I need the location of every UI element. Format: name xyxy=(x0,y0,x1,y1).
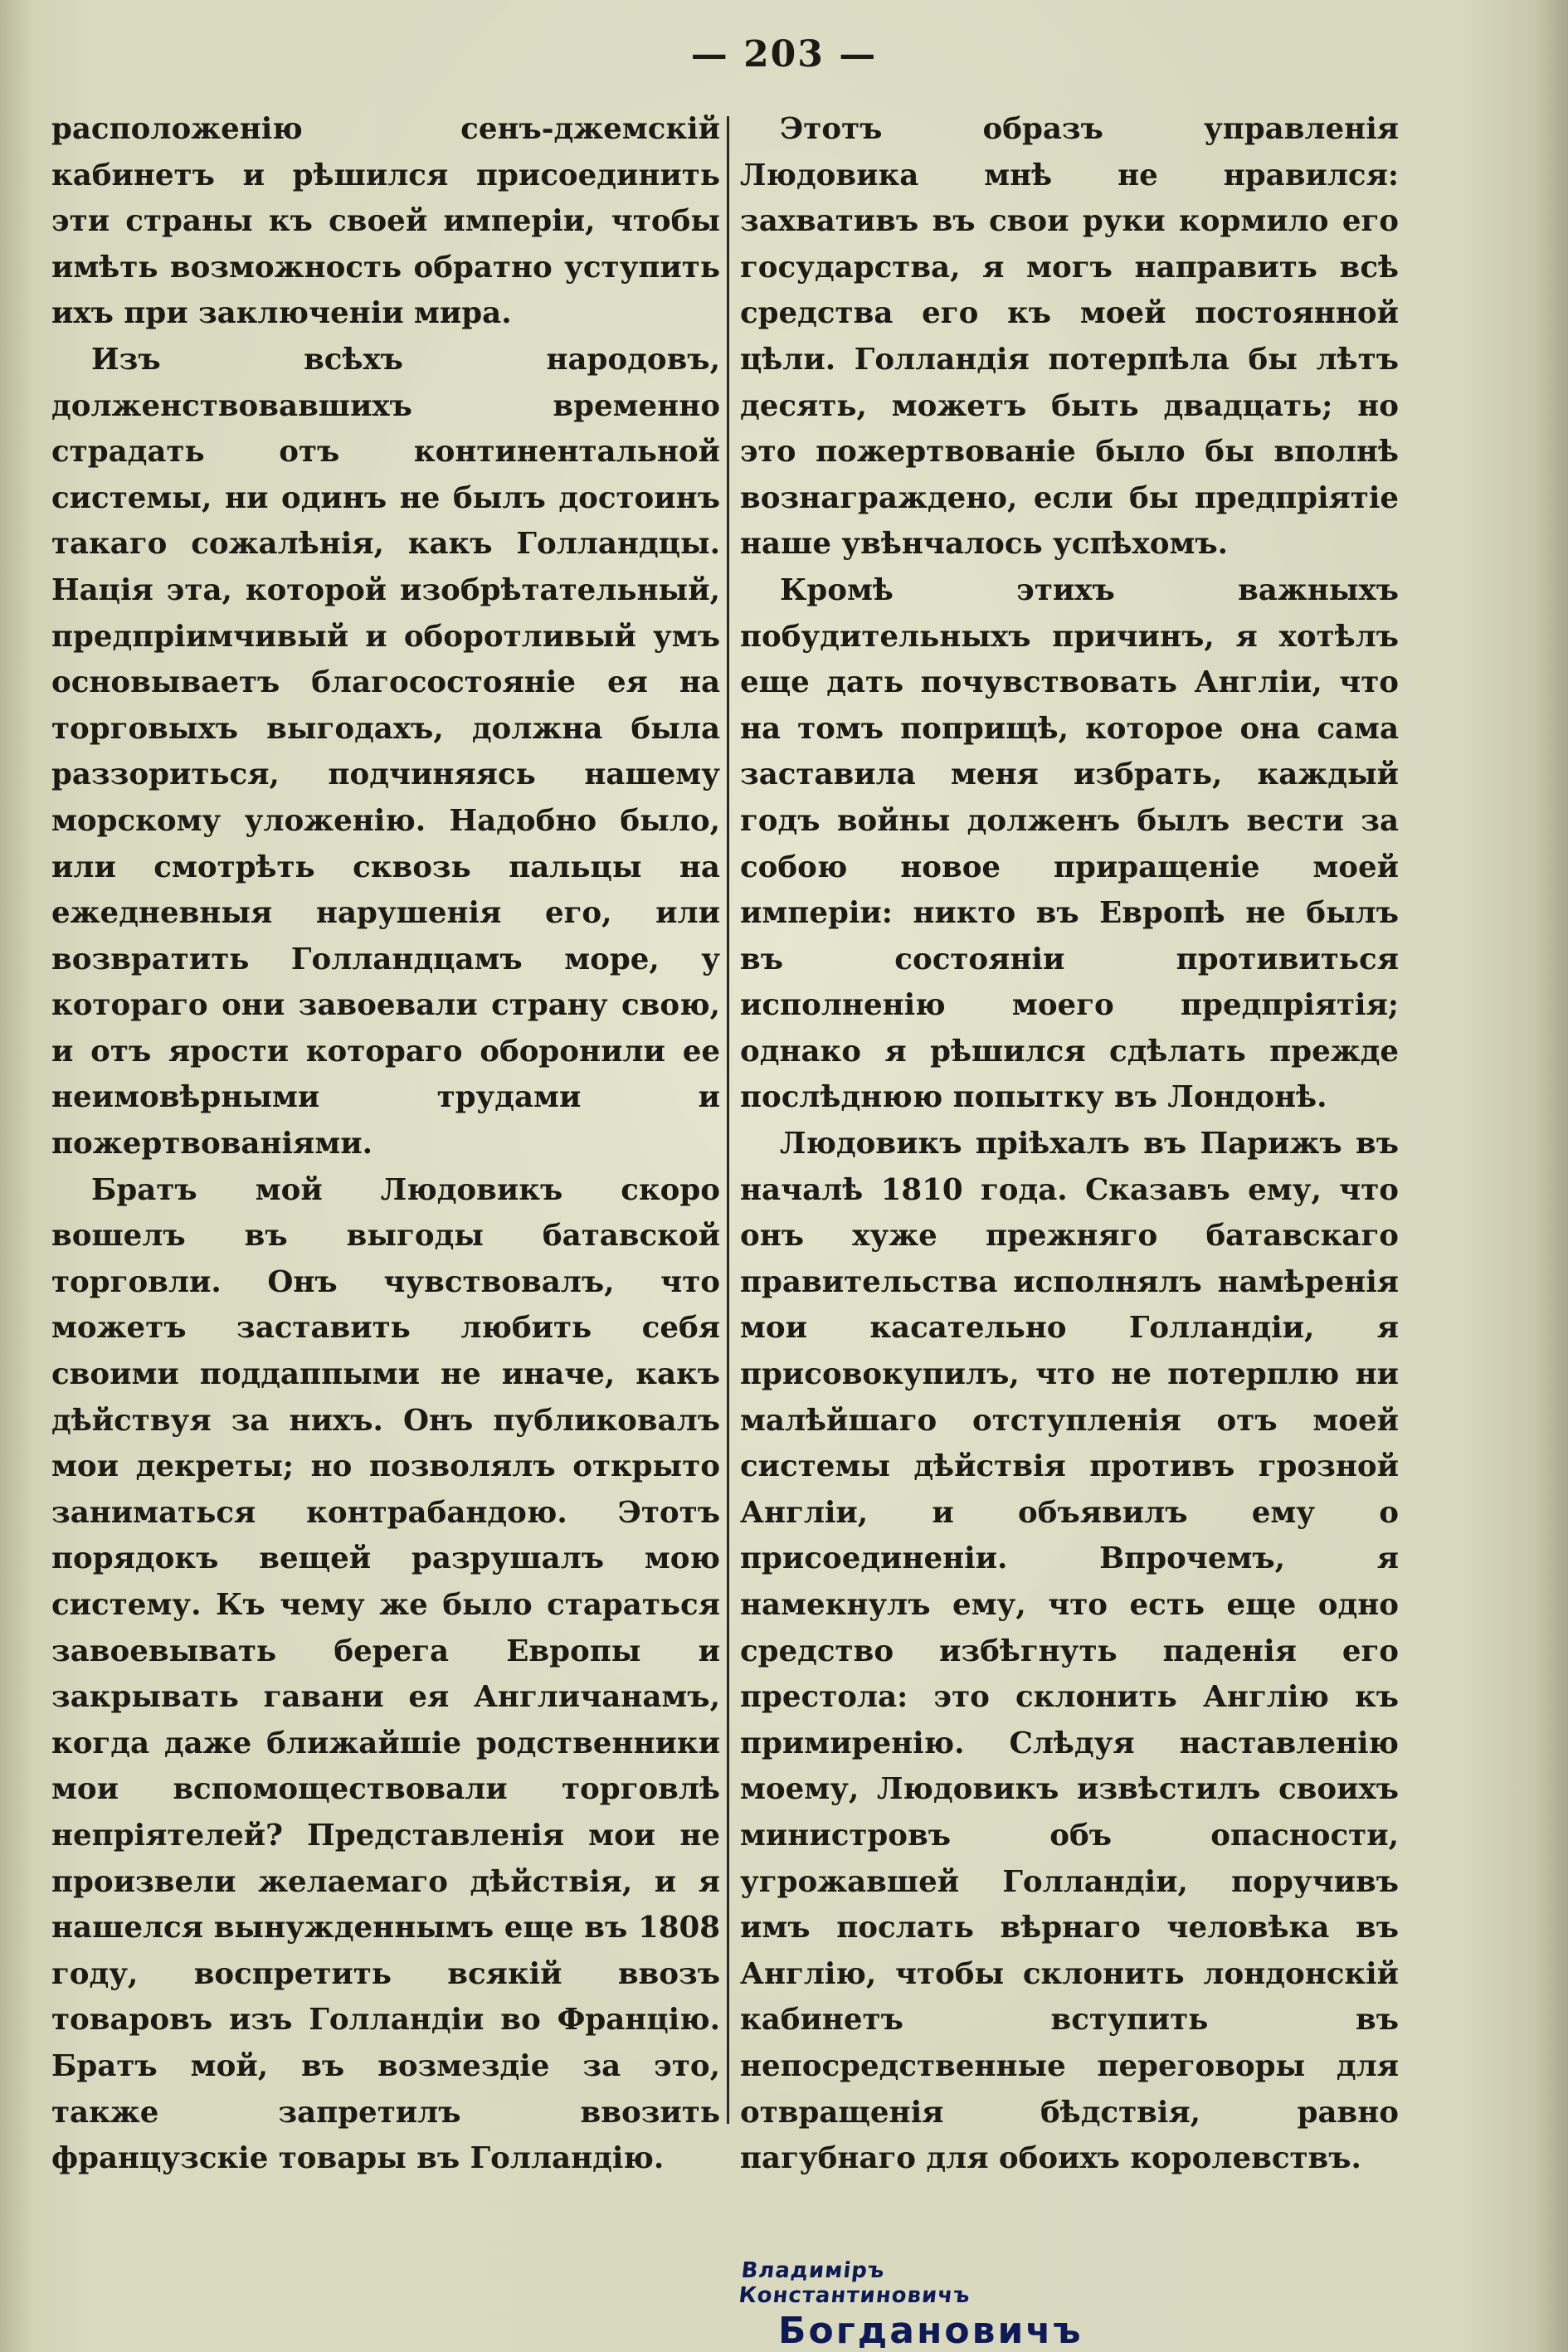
right-column xyxy=(740,106,1399,2182)
right-paragraph-3: Людовикъ пріѣхалъ въ Парижъ въ началѣ 1810 года. Сказавъ ему, что онъ хуже прежняго батавскаго правительства исполнялъ намѣренія мои касательно Голландіи, я присовокупилъ, что не потерплю ни малѣйшаго отступленія отъ моей системы дѣйствія противъ грозной Англіи, и объявилъ ему о присоединеніи. Впрочемъ, я намекнулъ ему, что есть еще одно средство избѣгнуть паденія его престола: это склонить Англію къ примиренію. Слѣдуя наставленію моему, Людовикъ извѣстилъ своихъ министровъ объ опасности, угрожавшей Голландіи, поручивъ имъ послать вѣрнаго человѣка въ Англію, чтобы склонить лондонскій кабинетъ вступить въ непосредственные переговоры для отвращенія бѣдствія, равно пагубнаго для обоихъ королевствъ. xyxy=(740,1127,1399,2176)
right-paragraph-1: Этотъ образъ управленія Людовика мнѣ не нравился: захвативъ въ свои руки кормило его государства, я могъ направить всѣ средства его къ моей постоянной цѣли. Голландія потерпѣла бы лѣтъ десять, можетъ быть двадцать; но это пожертвованіе было бы вполнѣ вознаграждено, если бы предпріятіе наше увѣнчалось успѣхомъ. xyxy=(740,112,1399,562)
stamp-owner-surname: Богдановичъ xyxy=(778,2310,1083,2352)
owner-stamp xyxy=(737,2258,1093,2352)
left-paragraph-2: Изъ всѣхъ народовъ, долженствовавшихъ временно страдать отъ континентальной системы, ни одинъ не былъ достоинъ такаго сожалѣнія, какъ Голландцы. Нація эта, которой изобрѣтательный, предпріимчивый и оборотливый умъ основываетъ благосостояніе ея на торговыхъ выгодахъ, должна была раззориться, подчиняясь нашему морскому уложенію. Надобно было, или смотрѣть сквозь пальцы на ежедневныя нарушенія его, или возвратить Голландцамъ море, у котораго они завоевали страну свою, и отъ ярости котораго оборонили ее неимовѣрными трудами и пожертвованіями. xyxy=(51,342,720,1161)
left-column xyxy=(51,106,720,2182)
right-paragraph-2: Кромѣ этихъ важныхъ побудительныхъ причинъ, я хотѣлъ еще дать почувствовать Англіи, что на томъ поприщѣ, которое она сама заставила меня избрать, каждый годъ войны долженъ былъ вести за собою новое приращеніе моей имперіи: никто въ Европѣ не былъ въ состояніи противиться исполненію моего предпріятія; однако я рѣшился сдѣлать прежде послѣднюю попытку въ Лондонѣ. xyxy=(740,572,1399,1115)
left-paragraph-1: расположенію сенъ-джемскій кабинетъ и рѣшился присоединить эти страны къ своей имперіи, чтобы имѣть возможность обратно уступить ихъ при заключеніи мира. xyxy=(51,112,720,331)
stamp-owner-name: Владиміръ Константиновичъ xyxy=(737,2258,972,2308)
page-number: — 203 — xyxy=(690,33,878,75)
left-paragraph-3: Братъ мой Людовикъ скоро вошелъ въ выгоды батавской торговли. Онъ чувствовалъ, что можетъ заставить любить себя своими поддаппыми не иначе, какъ дѣйствуя за нихъ. Онъ публиковалъ мои декреты; но позволялъ открыто заниматься контрабандою. Этотъ порядокъ вещей разрушалъ мою систему. Къ чему же было стараться завоевывать берега Европы и закрывать гавани ея Англичанамъ, когда даже ближайшіе родственники мои вспомоществовали торговлѣ непріятелей? Представленія мои не произвели желаемаго дѣйствія, и я нашелся вынужденнымъ еще въ 1808 году, воспретить всякій ввозъ товаровъ изъ Голландіи во Францію. Братъ мой, въ возмездіе за это, также запретилъ ввозить французскіе товары въ Голландію. xyxy=(51,1172,720,2176)
column-divider xyxy=(727,116,729,2124)
